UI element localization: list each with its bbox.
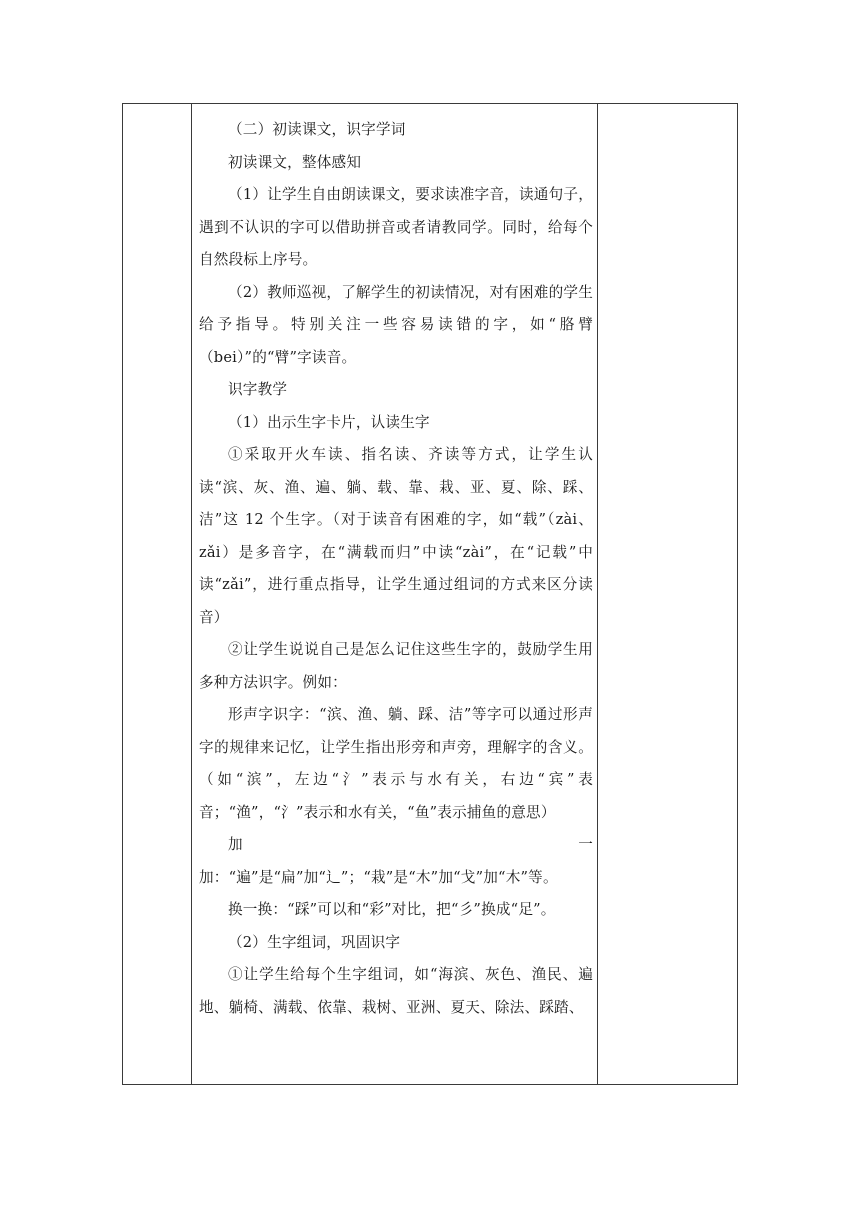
subheading-initial-reading: 初读课文，整体感知 bbox=[228, 153, 362, 171]
paragraph: （1）出示生字卡片，认读生字 bbox=[228, 413, 430, 431]
subheading-character-teaching: 识字教学 bbox=[228, 381, 288, 398]
column-divider-left bbox=[191, 104, 192, 1084]
paragraph: ②让学生说说自己是怎么记住这些生字的，鼓励学生用多种方法识字。例如： bbox=[199, 641, 593, 691]
paragraph: （1）让学生自由朗读课文，要求读准字音，读通句子，遇到不认识的字可以借助拼音或者请教同学。同时，给每个自然段标上序号。 bbox=[199, 186, 593, 268]
table-content-cell bbox=[199, 114, 593, 1024]
section-heading: （二）初读课文，识字学词 bbox=[228, 121, 406, 138]
lesson-plan-table bbox=[122, 103, 738, 1085]
paragraph: ①采取开火车读、指名读、齐读等方式，让学生认读“滨、灰、渔、遍、躺、载、靠、栽、亚、夏、除、踩、洁”这 12 个生字。（对于读音有困难的字，如“载”（zài、zǎi）是多音字，在“满载而归”中读“zài”，在“记载”中读“zǎi”，进行重点指导，让学生通过组词的方式来区分读音） bbox=[199, 446, 593, 626]
paragraph: ①让学生给每个生字组词，如“海滨、灰色、渔民、遍地、躺椅、满载、依靠、栽树、亚洲、夏天、除法、踩踏、 bbox=[199, 966, 593, 1016]
paragraph: 换一换：“踩”可以和“彩”对比，把“彡”换成“足”。 bbox=[228, 901, 556, 918]
table-left-column bbox=[123, 104, 191, 1084]
paragraph: （2）生字组词，巩固识字 bbox=[228, 933, 401, 951]
paragraph: （2）教师巡视，了解学生的初读情况，对有困难的学生给予指导。特别关注一些容易读错的字，如“胳臂（bei）”的“臂”字读音。 bbox=[199, 283, 593, 366]
paragraph: 形声字识字：“滨、渔、躺、踩、洁”等字可以通过形声字的规律来记忆，让学生指出形旁和声旁，理解字的含义。（如“滨”，左边“氵”表示与水有关，右边“宾”表音；“渔”，“氵”表示和水有关，“鱼”表示捕鱼的意思） bbox=[199, 706, 593, 821]
paragraph: 加一加：“遍”是“扁”加“辶”；“栽”是“木”加“戈”加“木”等。 bbox=[199, 836, 593, 886]
table-right-column bbox=[597, 104, 737, 1084]
